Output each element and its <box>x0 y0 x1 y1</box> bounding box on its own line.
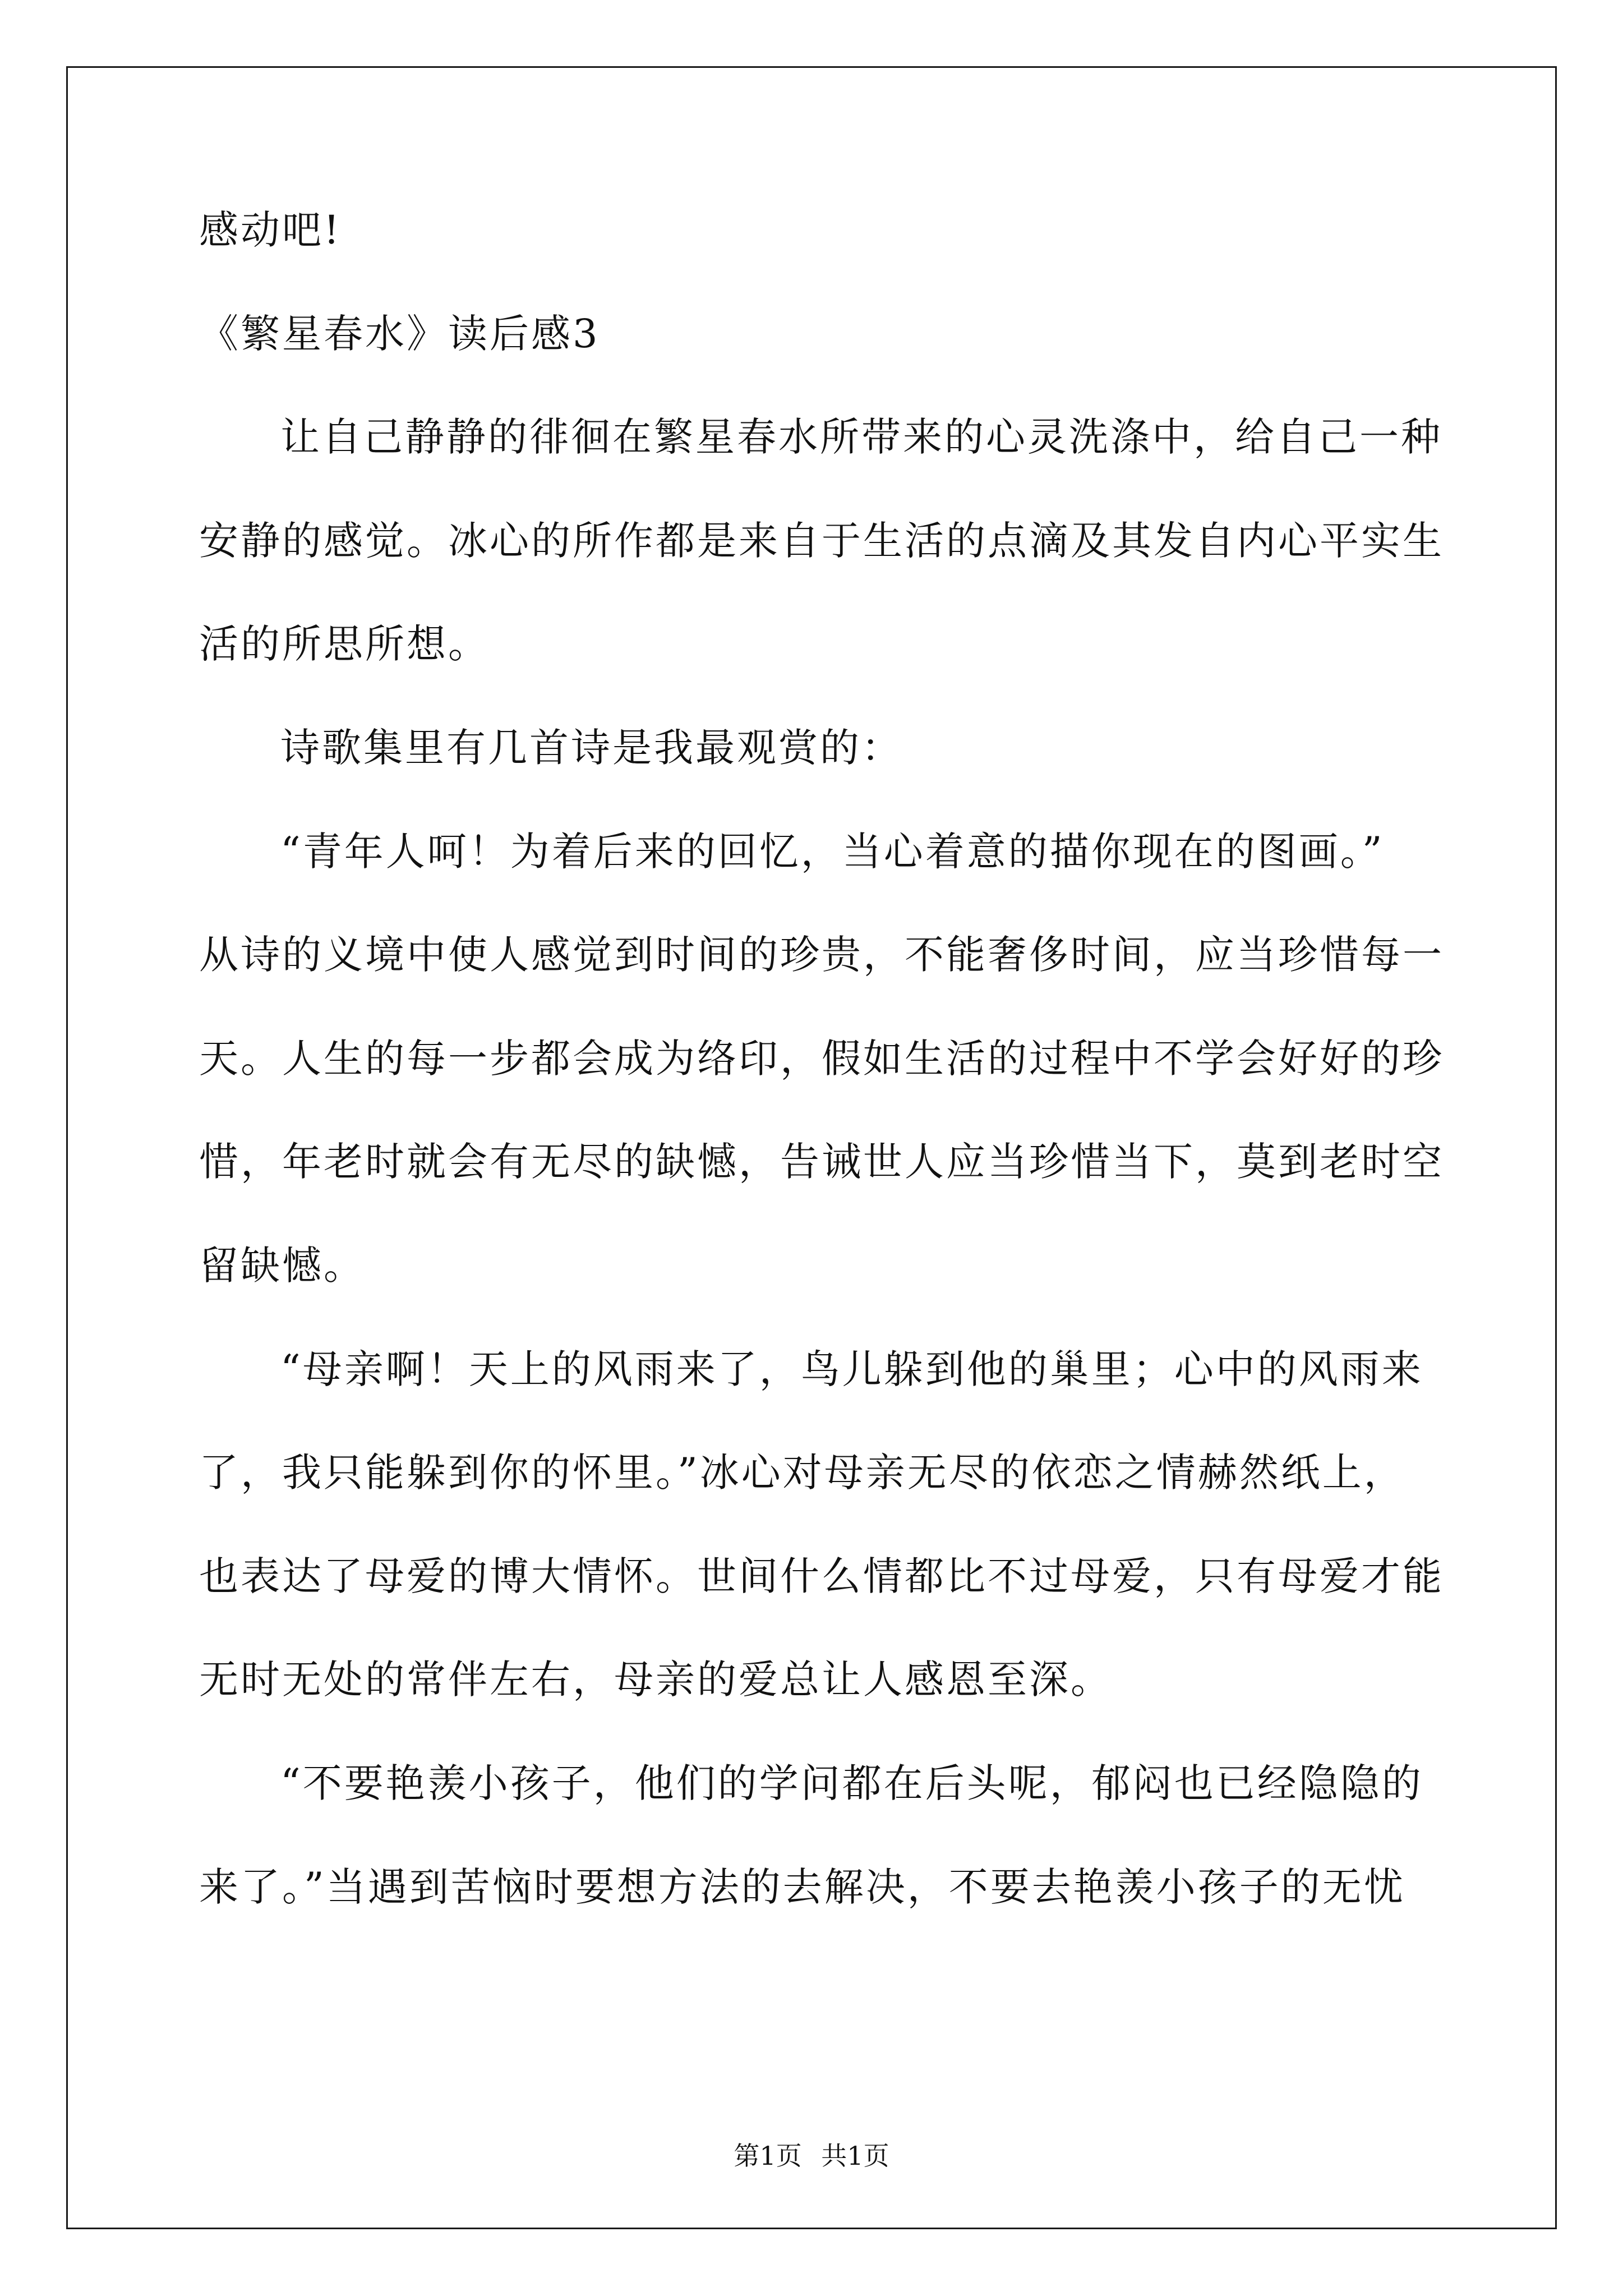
paragraph-line: 安静的感觉。冰心的所作都是来自于生活的点滴及其发自内心平实生 <box>199 517 1444 564</box>
paragraph-line: 活的所思所想。 <box>199 621 490 668</box>
paragraph-line: 从诗的义境中使人感觉到时间的珍贵，不能奢侈时间，应当珍惜每一 <box>199 932 1444 978</box>
quote-line: “母亲啊！天上的风雨来了，鸟儿躲到他的巢里；心中的风雨来 <box>280 1346 1423 1392</box>
text-line: 感动吧! <box>199 207 342 253</box>
paragraph-line: 来了。”当遇到苦恼时要想方法的去解决，不要去艳羡小孩子的无忧 <box>199 1864 1405 1910</box>
quote-line: “青年人呵！为着后来的回忆，当心着意的描你现在的图画。” <box>280 828 1385 875</box>
paragraph-line: 诗歌集里有几首诗是我最观赏的： <box>280 724 903 771</box>
paragraph-line: 让自己静静的徘徊在繁星春水所带来的心灵洗涤中，给自己一种 <box>280 414 1442 461</box>
paragraph-line: 也表达了母爱的博大情怀。世间什么情都比不过母爱，只有母爱才能 <box>199 1553 1444 1599</box>
paragraph-line: 了，我只能躲到你的怀里。”冰心对母亲无尽的依恋之情赫然纸上， <box>199 1450 1405 1496</box>
section-title: 《繁星春水》读后感3 <box>199 310 600 357</box>
page-footer: 第1页 共1页 <box>734 2141 889 2171</box>
document-body <box>199 207 1444 1971</box>
paragraph-line: 天。人生的每一步都会成为络印，假如生活的过程中不学会好好的珍 <box>199 1035 1444 1082</box>
quote-line: “不要艳羡小孩子，他们的学问都在后头呢，郁闷也已经隐隐的 <box>280 1760 1423 1806</box>
paragraph-line: 惜，年老时就会有无尽的缺憾，告诫世人应当珍惜当下，莫到老时空 <box>199 1139 1444 1185</box>
paragraph-line: 无时无处的常伴左右，母亲的爱总让人感恩至深。 <box>199 1657 1112 1703</box>
paragraph-line: 留缺憾。 <box>199 1242 365 1289</box>
